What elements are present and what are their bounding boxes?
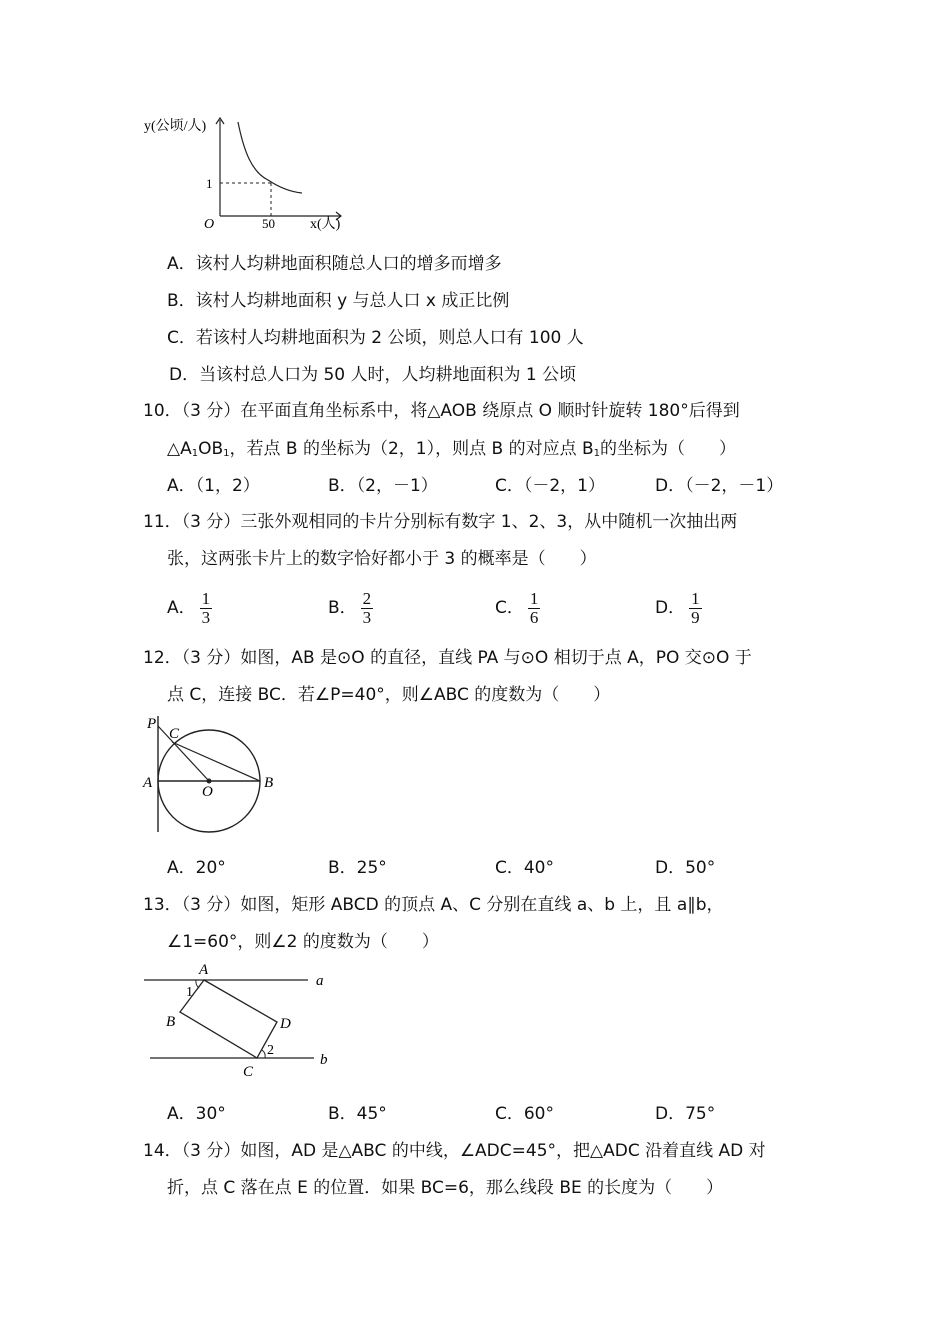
q10-option-a: A．（1，2） bbox=[167, 476, 260, 496]
q12-label-b: B bbox=[264, 775, 274, 791]
q11-option-a: A． $\frac{1}{3}$ bbox=[167, 588, 211, 627]
q12-option-c: C．40° bbox=[495, 858, 555, 878]
q9-option-d: D．当该村总人口为 50 人时，人均耕地面积为 1 公顷 bbox=[169, 365, 577, 385]
q13-label-line-b: b bbox=[320, 1052, 328, 1068]
q12-label-o: O bbox=[202, 784, 213, 800]
q12-option-a: A．20° bbox=[167, 858, 226, 878]
q14-stem-line1: 14．（3 分）如图，AD 是△ABC 的中线，∠ADC=45°，把△ADC 沿着直线 AD 对 bbox=[143, 1141, 766, 1161]
q12-option-d: D．50° bbox=[655, 858, 716, 878]
q11-option-b-fraction: $\frac{2}{3}$ bbox=[362, 588, 372, 627]
q11-option-d-fraction: $\frac{1}{9}$ bbox=[691, 588, 700, 627]
q9-y-tick-label: 1 bbox=[206, 176, 213, 191]
q9-x-axis-label: x(人) bbox=[310, 217, 341, 232]
q10-option-c: C．（－2，1） bbox=[495, 476, 606, 496]
q12-label-p: P bbox=[147, 716, 157, 732]
q10-option-d: D．（－2，－1） bbox=[655, 476, 784, 496]
q9-option-b: B．该村人均耕地面积 y 与总人口 x 成正比例 bbox=[167, 291, 510, 311]
q11-option-c: C． $\frac{1}{6}$ bbox=[495, 588, 539, 627]
q12-stem-line2: 点 C，连接 BC．若∠P=40°，则∠ABC 的度数为（ ） bbox=[167, 685, 611, 705]
q9-option-a: A．该村人均耕地面积随总人口的增多而增多 bbox=[167, 254, 502, 274]
q11-option-a-fraction: $\frac{1}{3}$ bbox=[201, 588, 211, 627]
q11-option-b: B． $\frac{2}{3}$ bbox=[328, 588, 372, 627]
q12-stem-line1: 12．（3 分）如图，AB 是⊙O 的直径，直线 PA 与⊙O 相切于点 A，PO 交⊙O 于 bbox=[143, 648, 752, 668]
q13-option-b: B．45° bbox=[328, 1104, 387, 1124]
q13-option-a: A．30° bbox=[167, 1104, 226, 1124]
q9-origin-label: O bbox=[204, 217, 215, 232]
q13-option-d: D．75° bbox=[655, 1104, 716, 1124]
q9-x-tick-label: 50 bbox=[262, 216, 275, 231]
q13-label-line-a: a bbox=[316, 973, 324, 989]
q13-label-c: C bbox=[243, 1064, 254, 1080]
q9-graph-figure bbox=[140, 112, 350, 237]
q14-stem-line2: 折，点 C 落在点 E 的位置．如果 BC=6，那么线段 BE 的长度为（ ） bbox=[167, 1178, 724, 1198]
q13-option-c: C．60° bbox=[495, 1104, 555, 1124]
q11-stem-line1: 11．（3 分）三张外观相同的卡片分别标有数字 1、2、3，从中随机一次抽出两 bbox=[143, 512, 738, 532]
q12-option-b: B．25° bbox=[328, 858, 387, 878]
q13-stem-line1: 13．（3 分）如图，矩形 ABCD 的顶点 A、C 分别在直线 a、b 上，且 a∥b， bbox=[143, 895, 724, 915]
q10-option-b: B．（2，－1） bbox=[328, 476, 438, 496]
q11-stem-line2: 张，这两张卡片上的数字恰好都小于 3 的概率是（ ） bbox=[167, 549, 597, 569]
q12-circle-figure bbox=[138, 712, 288, 837]
q13-label-d: D bbox=[280, 1016, 291, 1032]
q12-label-a: A bbox=[143, 775, 153, 791]
q12-label-c: C bbox=[169, 726, 180, 742]
q13-label-b: B bbox=[166, 1014, 176, 1030]
q13-stem-line2: ∠1=60°，则∠2 的度数为（ ） bbox=[167, 932, 439, 952]
q9-y-axis-label: y(公顷/人) bbox=[144, 119, 207, 134]
q13-label-a: A bbox=[199, 962, 209, 978]
q11-option-c-fraction: $\frac{1}{6}$ bbox=[529, 588, 539, 627]
q13-label-angle2: 2 bbox=[267, 1043, 274, 1058]
q10-stem-line1: 10．（3 分）在平面直角坐标系中，将△AOB 绕原点 O 顺时针旋转 180°后得到 bbox=[143, 401, 740, 421]
q10-stem-line2: $\triangle A_1OB_1$，若点 B 的坐标为（2，1），则点 B 的对应点 $B_1$的坐标为（ ） bbox=[167, 439, 737, 459]
q11-option-d: D． $\frac{1}{9}$ bbox=[655, 588, 700, 627]
q13-label-angle1: 1 bbox=[186, 985, 193, 1000]
q9-option-c: C．若该村人均耕地面积为 2 公顷，则总人口有 100 人 bbox=[167, 328, 584, 348]
q13-rectangle-figure bbox=[140, 960, 335, 1080]
